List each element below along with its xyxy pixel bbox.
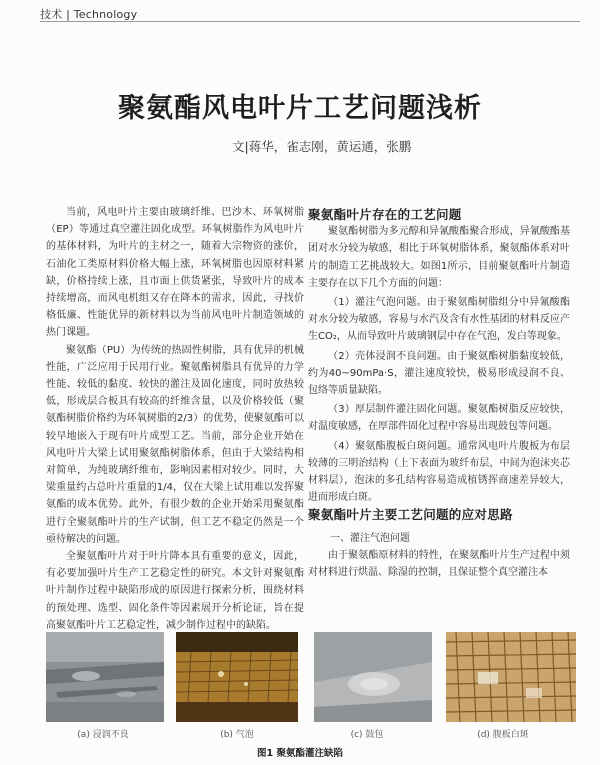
caption-c: (c) 鼓包 bbox=[350, 730, 384, 740]
article-title: 聚氨酯风电叶片工艺问题浅析 bbox=[118, 93, 482, 124]
caption-a: (a) 浸润不良 bbox=[77, 730, 129, 740]
figure-photos bbox=[46, 632, 576, 722]
problem-item-poor-wetting: （2）壳体浸润不良问题。由于聚氨酯树脂黏度较低，约为40~90mPa·S，灌注速度较快，极易形成浸润不良、包络等质量缺陷。 bbox=[308, 350, 570, 397]
section-heading-solutions: 聚氨酯叶片主要工艺问题的应对思路 bbox=[308, 507, 513, 523]
journal-section-header: 技术 | Technology bbox=[40, 8, 138, 21]
photo-blistering bbox=[314, 632, 432, 722]
left-column bbox=[46, 204, 304, 634]
photo-poor-wetting bbox=[46, 632, 164, 722]
caption-d: (d) 腹板白斑 bbox=[477, 730, 529, 740]
problem-item-white-spots: （4）聚氨酯腹板白斑问题。通常风电叶片腹板为布层较薄的三明治结构（上下表面为玻纤布层，中间为泡沫夹芯材料层），泡沫的多孔结构容易造成植锈挥商速差异较大，进而形成白斑。 bbox=[308, 440, 570, 504]
header-divider bbox=[40, 21, 580, 22]
right-column bbox=[308, 206, 570, 581]
subsection-heading-bubbles: 一、灌注气泡问题 bbox=[330, 532, 410, 544]
photo-web-white-spots bbox=[446, 632, 576, 722]
subsection-paragraph: 由于聚氨酯原材料的特性，在聚氨酯叶片生产过程中须对材料进行烘温、除湿的控制，且保证整个真空灌注本 bbox=[308, 549, 570, 579]
section-intro-paragraph: 聚氨酯树脂为多元醇和异氰酸酯聚合形成，异氰酸酯基团对水分较为敏感，相比于环氧树脂体系，聚氨酯体系对叶片的制造工艺挑战较大。如图1所示，目前聚氨酯叶片制造主要存在以下几个方面的问题： bbox=[308, 226, 570, 289]
article-authors: 文|蒋华，雀志刚，黄运通，张鹏 bbox=[232, 139, 412, 154]
section-heading-process-problems: 聚氨酯叶片存在的工艺问题 bbox=[308, 207, 462, 222]
polyurethane-background-paragraph: 聚氨酯（PU）为传统的热固性树脂，具有优异的机械性能，广泛应用于民用行业。聚氨酯树脂具有优异的力学性能、较低的黏度、较快的灌注及固化速度，同时放热较低，形成层合板具有较高的纤维含量，以及价格较低（聚氨酯树脂价格约为环氧树脂的2/3）的优势，使聚氨酯可以较早地嵌入于现有叶片成型工艺。当前，部分企业开始在风电叶片大梁上试用聚氨酯树脂体系，但由于大梁结构相对简单，为纯玻璃纤维布，影响因素相对较少。同时，大梁重量约占总叶片重量的1/4，仅在大梁上试用难以发挥聚氨酯的成本优势。此外，有很少数的企业开始采用聚氨酯进行全聚氨酯叶片的生产试制，但工艺不稳定仍然是一个亟待解决的问题。 bbox=[46, 344, 304, 545]
problem-item-thick-curing: （3）厚层制件灌注固化问题。聚氨酯树脂反应较快，对温度敏感，在厚部件固化过程中容易出现鼓包等问题。 bbox=[308, 404, 570, 433]
caption-b: (b) 气泡 bbox=[220, 730, 254, 740]
research-purpose-paragraph: 全聚氨酯叶片对于叶片降本具有重要的意义，因此，有必要加强叶片生产工艺稳定性的研究。本文针对聚氨酯叶片制作过程中缺陷形成的原因进行探索分析，围绕材料的预处理、选型、固化条件等因素展开分析论证，旨在提高聚氨酯叶片工艺稳定性，减少制作过程中的缺陷。 bbox=[46, 551, 304, 631]
figure-title: 图1 聚氨酯灌注缺陷 bbox=[257, 748, 343, 759]
problem-item-bubbles: （1）灌注气泡问题。由于聚氨酯树脂组分中异氰酸酯对水分较为敏感，容易与水汽及含有水性基团的材料反应产生CO₂，从而导致叶片玻璃钢层中存在气泡，发白等现象。 bbox=[308, 297, 570, 343]
photo-bubbles bbox=[176, 632, 298, 722]
intro-paragraph: 当前，风电叶片主要由玻璃纤维、巴沙木、环氧树脂（EP）等通过真空灌注固化成型。环氧树脂作为风电叶片的基体材料，为叶片的主材之一，随着大宗物资的涨价，石油化工类原材料价格大幅上涨，环氧树脂也因原材料紧缺，价格持续上涨，且市面上供货紧张，导致叶片的成本持续增高，而风电机组又存在降本的需求，因此，寻找价格低廉、性能优异的新材料以为当前风电叶片制造领域的热门课题。 bbox=[46, 207, 304, 339]
